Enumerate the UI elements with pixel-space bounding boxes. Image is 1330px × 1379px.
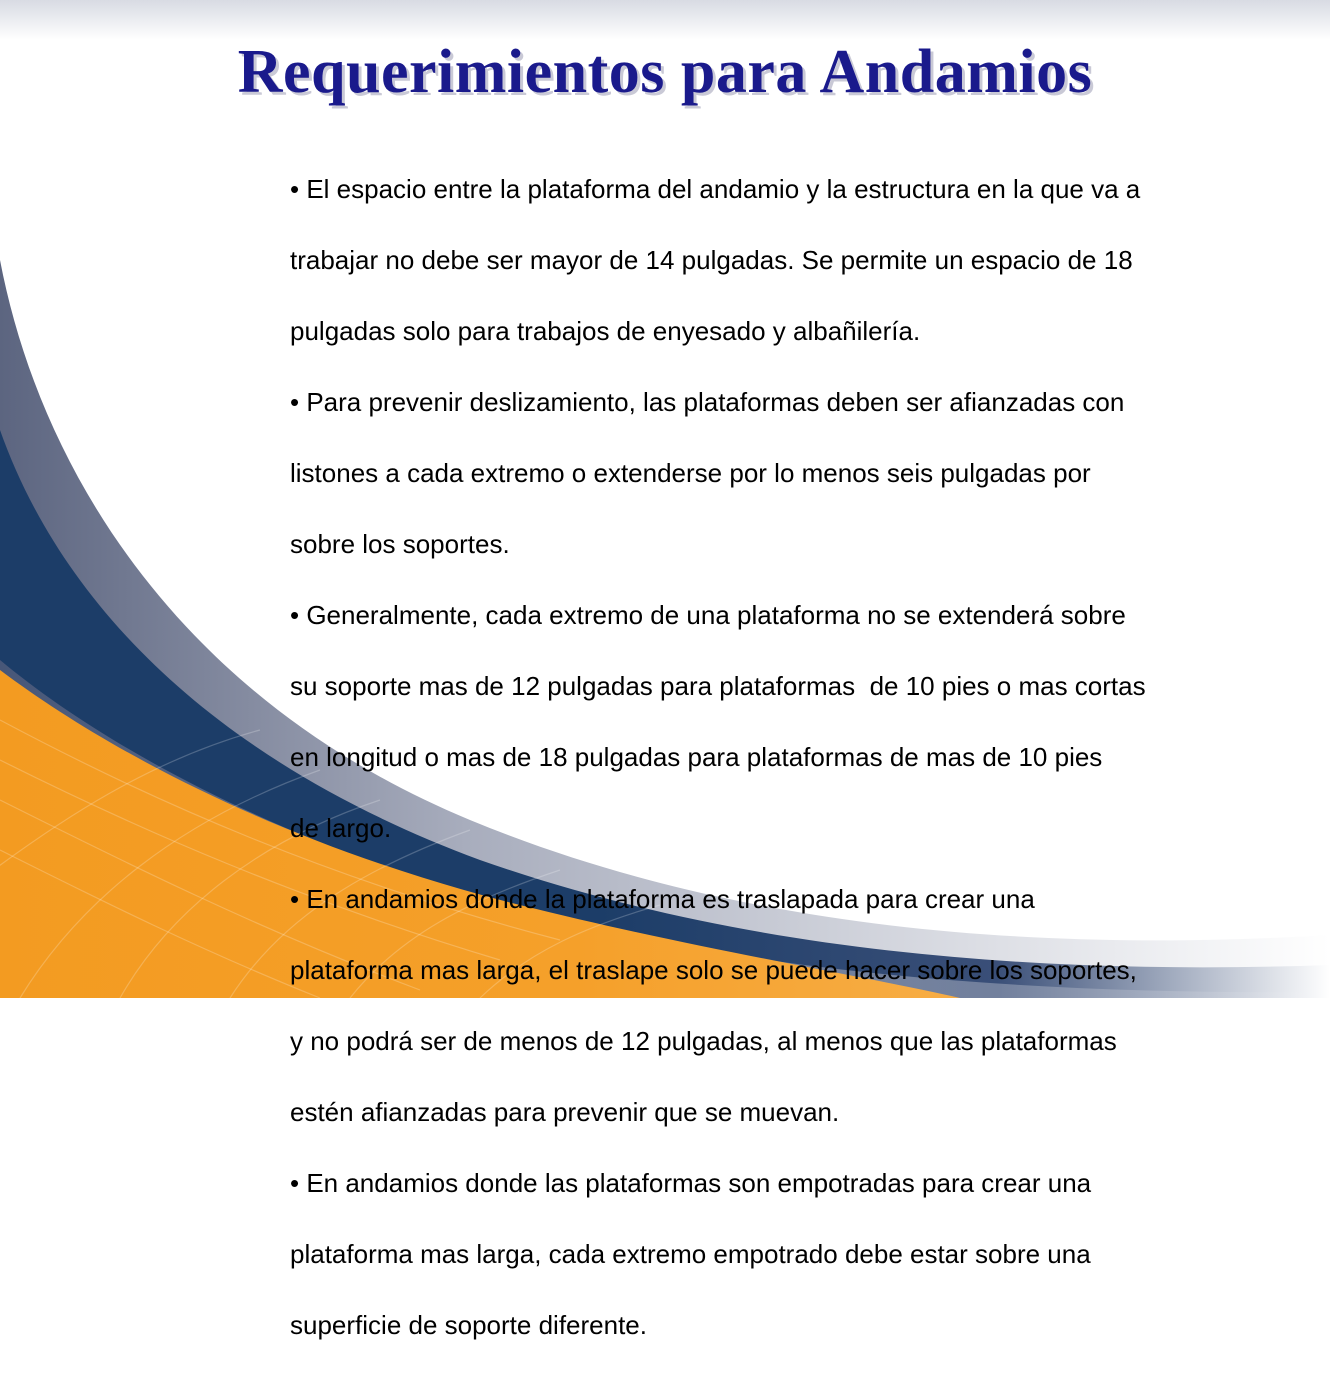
body-line: de largo. (290, 812, 392, 843)
body-line: su soporte mas de 12 pulgadas para plataformas de 10 pies o mas cortas (290, 670, 1146, 701)
body-line: y no podrá ser de menos de 12 pulgadas, al menos que las plataformas (290, 1025, 1117, 1056)
body-line: trabajar no debe ser mayor de 14 pulgadas. Se permite un espacio de 18 (290, 244, 1133, 275)
body-line: plataforma mas larga, el traslape solo se puede hacer sobre los soportes, (290, 954, 1137, 985)
slide-title: Requerimientos para Andamios (237, 38, 1093, 106)
body-line: • Para prevenir deslizamiento, las plataformas deben ser afianzadas con (290, 386, 1125, 417)
body-line: listones a cada extremo o extenderse por lo menos seis pulgadas por (290, 457, 1091, 488)
body-line: • En andamios donde la plataforma es traslapada para crear una (290, 883, 1035, 914)
body-line: pulgadas solo para trabajos de enyesado y albañilería. (290, 315, 921, 346)
body-line: superficie de soporte diferente. (290, 1309, 647, 1340)
body-line: en longitud o mas de 18 pulgadas para plataformas de mas de 10 pies (290, 741, 1103, 772)
body-line: • El espacio entre la plataforma del andamio y la estructura en la que va a (290, 173, 1141, 204)
body-line: sobre los soportes. (290, 528, 510, 559)
body-line: plataforma mas larga, cada extremo empotrado debe estar sobre una (290, 1238, 1091, 1269)
body-line: • Generalmente, cada extremo de una plataforma no se extenderá sobre (290, 599, 1126, 630)
body-line: estén afianzadas para prevenir que se muevan. (290, 1096, 840, 1127)
slide-body (290, 136, 1290, 1379)
body-line: • En andamios donde las plataformas son empotradas para crear una (290, 1167, 1092, 1198)
